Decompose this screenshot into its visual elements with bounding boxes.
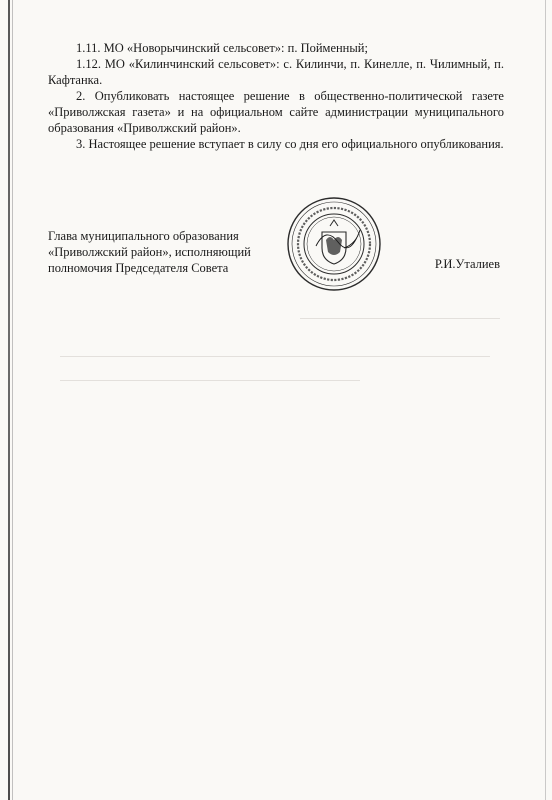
bleed-line	[60, 356, 490, 357]
paragraph-3: 3. Настоящее решение вступает в силу со дня его официального опубликования.	[76, 137, 504, 151]
bleed-line	[60, 380, 360, 381]
signatory-title	[48, 228, 288, 276]
signatory-name: Р.И.Уталиев	[434, 257, 500, 271]
official-seal-stamp	[286, 196, 382, 292]
signatory-title-line: полномочия Председателя Совета	[48, 261, 229, 275]
bleed-line	[300, 318, 500, 319]
signatory-title-line: «Приволжский район», исполняющий	[48, 245, 251, 259]
paragraph-1-11: 1.11. МО «Новорычинский сельсовет»: п. Пойменный;	[76, 41, 368, 55]
paragraph-1-12: 1.12. МО «Килинчинский сельсовет»: с. Килинчи, п. Кинелле, п. Чилимный, п. Кафтанка.	[48, 57, 504, 87]
signatory-title-line: Глава муниципального образования	[48, 229, 239, 243]
scan-edge-left-inner	[12, 0, 13, 800]
scan-edge-right	[545, 0, 546, 800]
decision-body	[48, 40, 504, 152]
scan-edge-left	[8, 0, 10, 800]
paragraph-2: 2. Опубликовать настоящее решение в общественно-политической газете «Приволжская газета» и на официальном сайте администрации муниципального образования «Приволжский район».	[48, 89, 504, 135]
